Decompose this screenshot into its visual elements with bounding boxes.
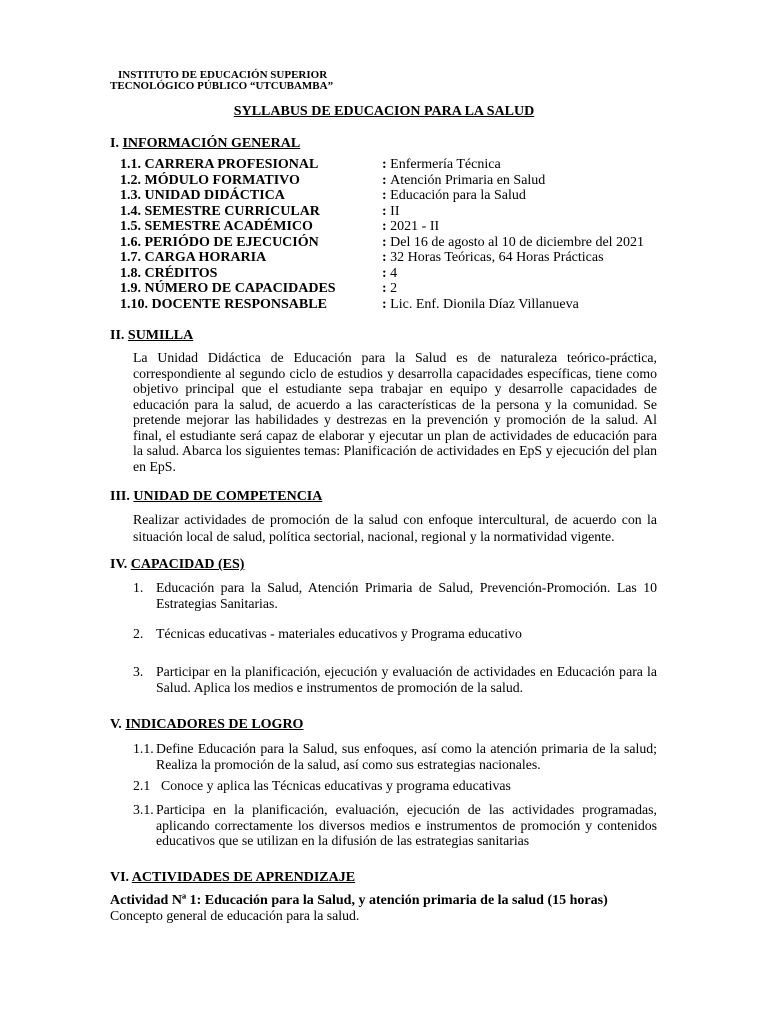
activity-title: Actividad Nª 1: Educación para la Salud, y atención primaria de la salud (15 horas) xyxy=(110,893,608,908)
info-row: 1.2. MÓDULO FORMATIVO : Atención Primaria en Salud xyxy=(120,172,546,188)
section-number: IV. xyxy=(110,557,131,572)
section-number: V. xyxy=(110,717,126,732)
info-row: 1.8. CRÉDITOS : 4 xyxy=(120,265,398,281)
competencia-paragraph: Realizar actividades de promoción de la salud con enfoque intercultural, de acuerdo con la situación local de salud, política sectorial, nacional, regional y la normatividad vigente. xyxy=(133,512,657,544)
info-row: 1.6. PERIÓDO DE EJECUCIÓN : Del 16 de agosto al 10 de diciembre del 2021 xyxy=(120,234,645,250)
list-number: 3.1. xyxy=(133,802,154,817)
capacidad-item xyxy=(133,580,657,611)
info-row: 1.1. CARRERA PROFESIONAL : Enfermería Técnica xyxy=(120,157,501,172)
capacidad-item xyxy=(133,626,657,642)
section-heading-text: SUMILLA xyxy=(127,328,194,343)
info-row: 1.7. CARGA HORARIA : 32 Horas Teóricas, 64 Horas Prácticas xyxy=(120,250,604,265)
section-number: III. xyxy=(110,489,134,504)
list-number: 2.1 xyxy=(133,778,151,793)
section-heading-text: INDICADORES DE LOGRO xyxy=(125,717,304,732)
list-number: 1. xyxy=(133,580,144,595)
general-info-table xyxy=(120,157,644,312)
section-number: VI. xyxy=(110,870,132,885)
list-text: Educación para la Salud, Atención Primaria de Salud, Prevención-Promoción. Las 10 Estrategias Sanitarias. xyxy=(156,580,657,611)
list-number: 3. xyxy=(133,664,144,679)
list-text: Participar en la planificación, ejecución y evaluación de actividades en Educación para la Salud. Aplica los medios e instrumentos de promoción de la salud. xyxy=(156,664,657,695)
indicador-item xyxy=(133,741,657,772)
info-row: 1.9. NÚMERO DE CAPACIDADES : 2 xyxy=(120,281,398,296)
section-heading-text: CAPACIDAD (ES) xyxy=(130,557,245,572)
list-number: 2. xyxy=(133,626,144,641)
section-heading-text: ACTIVIDADES DE APRENDIZAJE xyxy=(131,870,356,885)
section-sumilla-heading xyxy=(110,328,193,344)
section-number: II. xyxy=(110,328,128,343)
activity-text: Concepto general de educación para la salud. xyxy=(110,908,360,923)
list-text: Técnicas educativas - materiales educativos y Programa educativo xyxy=(156,626,522,641)
indicador-item xyxy=(133,802,657,849)
capacidad-item xyxy=(133,664,657,695)
section-heading-text: INFORMACIÓN GENERAL xyxy=(122,136,301,151)
info-row: 1.4. SEMESTRE CURRICULAR : II xyxy=(120,203,400,219)
section-capacidades-heading xyxy=(110,557,244,573)
list-text: Define Educación para la Salud, sus enfoques, así como la atención primaria de la salud; Realiza la promoción de la salud, así como sus estrategias nacionales. xyxy=(156,741,657,772)
info-row: 1.3. UNIDAD DIDÁCTICA : Educación para la Salud xyxy=(120,188,526,203)
section-informacion-general-heading xyxy=(110,136,300,152)
indicador-item xyxy=(133,778,657,794)
section-heading-text: UNIDAD DE COMPETENCIA xyxy=(133,489,323,504)
section-actividades-heading xyxy=(110,870,355,886)
institute-name-line1: INSTITUTO DE EDUCACIÓN SUPERIOR xyxy=(118,69,328,81)
institute-name-line2: TECNOLÓGICO PÚBLICO “UTCUBAMBA” xyxy=(110,80,334,92)
section-number: I. xyxy=(110,136,123,151)
sumilla-paragraph: La Unidad Didáctica de Educación para la Salud es de naturaleza teórico-práctica, correspondiente al segundo ciclo de estudios y desarrolla capacidades específicas, tiene como objetivo principal que el estudiante sepa trabajar en equipo y desarrolle capacidades de educación para la salud, de acuerdo a las características de la persona y la comunidad. Se pretende mejorar las habilidades y destrezas en la prevención y promoción de la salud. Al final, el estudiante será capaz de elaborar y ejecutar un plan de actividades de educación para la salud. Abarca los siguientes temas: Planificación de actividades en EpS y ejecución del plan en EpS. xyxy=(133,350,657,474)
section-indicadores-heading xyxy=(110,717,303,733)
info-row: 1.10. DOCENTE RESPONSABLE : Lic. Enf. Dionila Díaz Villanueva xyxy=(120,296,579,312)
info-row: 1.5. SEMESTRE ACADÉMICO : 2021 - II xyxy=(120,219,440,234)
document-title: SYLLABUS DE EDUCACION PARA LA SALUD xyxy=(233,104,535,119)
section-unidad-competencia-heading xyxy=(110,489,322,505)
list-text: Conoce y aplica las Técnicas educativas y programa educativas xyxy=(161,778,511,793)
list-text: Participa en la planificación, evaluación, ejecución de las actividades programadas, aplicando correctamente los diversos medios e instrumentos de promoción y contenidos educativos que se utilizan en la difusión de las estrategias sanitarias xyxy=(156,802,657,848)
list-number: 1.1. xyxy=(133,741,154,756)
